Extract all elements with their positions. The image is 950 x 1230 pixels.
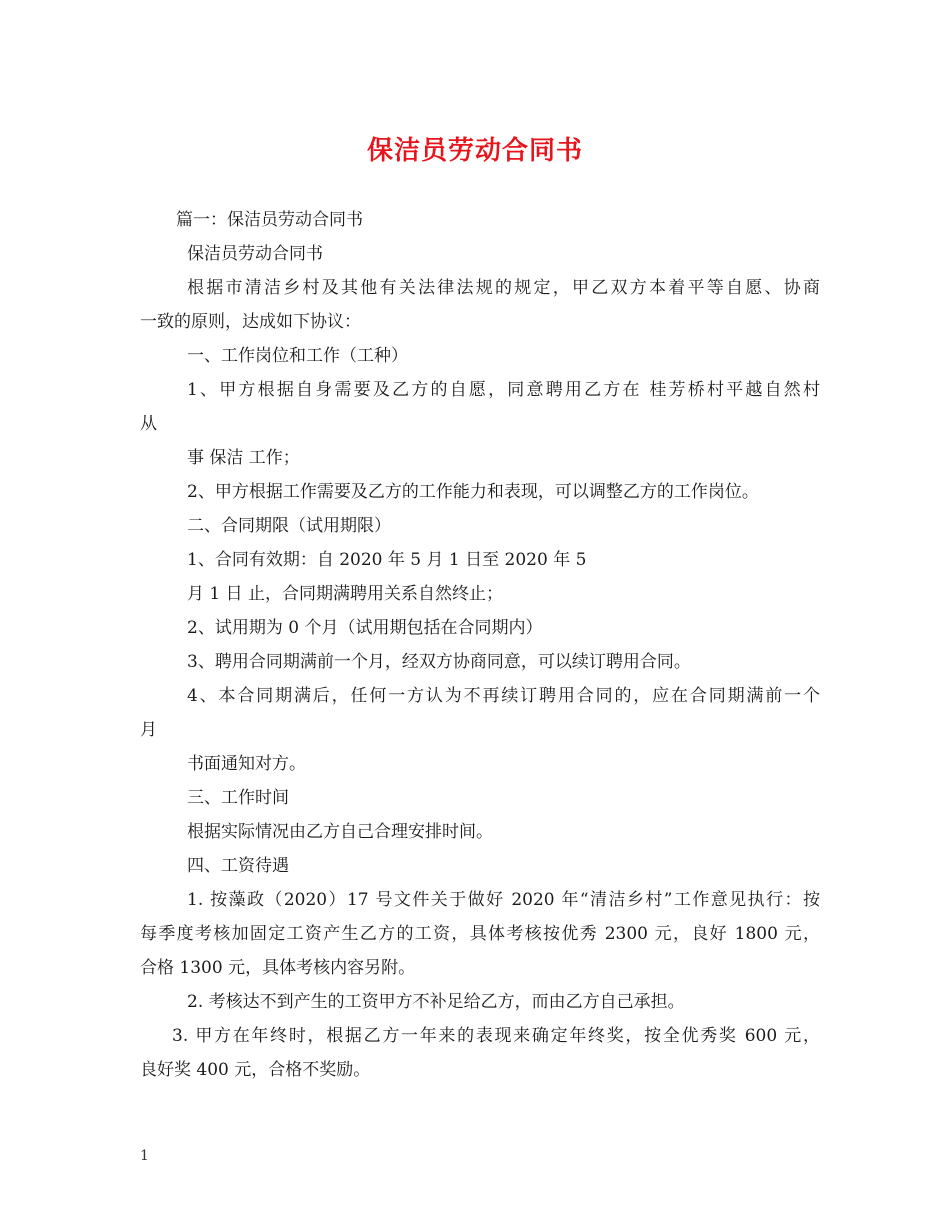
page-number: 1	[140, 1148, 149, 1164]
section-heading-part-one: 篇一：保洁员劳动合同书	[176, 210, 363, 230]
document-body	[140, 203, 820, 1087]
paragraph-line: 每季度考核加固定工资产生乙方的工资，具体考核按优秀 2300 元，良好 1800 元，	[140, 924, 820, 944]
paragraph-line: 一致的原则，达成如下协议：	[140, 312, 361, 332]
paragraph-line: 合格 1300 元，具体考核内容另附。	[140, 958, 416, 978]
paragraph-line: 根据市清洁乡村及其他有关法律法规的规定，甲乙双方本着平等自愿、协商	[187, 278, 820, 298]
paragraph-line: 良好奖 400 元，合格不奖励。	[140, 1060, 371, 1080]
paragraph-line: 3. 甲方在年终时，根据乙方一年来的表现来确定年终奖，按全优秀奖 600 元，	[172, 1026, 820, 1046]
paragraph-line: 根据实际情况由乙方自己合理安排时间。	[187, 822, 493, 842]
paragraph-line: 从	[140, 414, 157, 434]
paragraph-line: 书面通知对方。	[187, 754, 306, 774]
paragraph-line: 2. 考核达不到产生的工资甲方不补足给乙方，而由乙方自己承担。	[187, 992, 685, 1012]
document-title: 保洁员劳动合同书	[366, 136, 583, 166]
clause-heading: 三、工作时间	[187, 788, 289, 808]
clause-heading: 四、工资待遇	[187, 856, 289, 876]
paragraph-line: 3、聘用合同期满前一个月，经双方协商同意，可以续订聘用合同。	[187, 652, 691, 672]
paragraph-line: 4、本合同期满后，任何一方认为不再续订聘用合同的，应在合同期满前一个	[187, 686, 820, 706]
paragraph-line: 1. 按藻政（2020）17 号文件关于做好 2020 年“清洁乡村”工作意见执行：按	[187, 890, 820, 910]
clause-heading: 一、工作岗位和工作（工种）	[187, 346, 408, 366]
paragraph-line: 月	[140, 720, 157, 740]
paragraph-line: 1、合同有效期：自 2020 年 5 月 1 日至 2020 年 5	[187, 550, 587, 570]
paragraph-line: 月 1 日 止，合同期满聘用关系自然终止；	[187, 584, 504, 604]
paragraph-line: 2、试用期为 0 个月（试用期包括在合同期内）	[187, 618, 543, 638]
clause-heading: 二、合同期限（试用期限）	[187, 516, 391, 536]
paragraph-line: 2、甲方根据工作需要及乙方的工作能力和表现，可以调整乙方的工作岗位。	[187, 482, 759, 502]
paragraph-line: 1、甲方根据自身需要及乙方的自愿，同意聘用乙方在 桂芳桥村平越自然村	[187, 380, 820, 400]
paragraph-line: 事 保洁 工作；	[187, 448, 300, 468]
contract-subtitle: 保洁员劳动合同书	[187, 244, 323, 264]
